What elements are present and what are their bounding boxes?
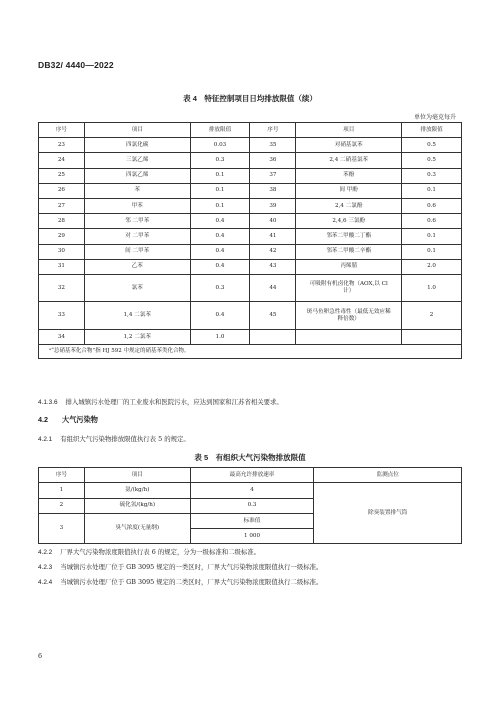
table-row: [39, 274, 462, 302]
table4-cell: 2,4 二氯酚: [296, 198, 402, 213]
table4-cell: [250, 329, 296, 344]
table-row: [39, 259, 462, 274]
table4-cell: 0.6: [402, 198, 462, 213]
table4-cell: 2.0: [402, 259, 462, 274]
clause-number: 4.2.4: [38, 579, 53, 586]
table4-cell: 0.1: [190, 168, 250, 183]
table4-cell: 36: [250, 153, 296, 168]
table5-title: 表 5 有组织大气污染物排放限值: [194, 453, 306, 462]
table4-cell: 0.4: [190, 244, 250, 259]
table-row: [39, 302, 462, 330]
table4-cell: 四氯化碳: [84, 138, 190, 153]
table4-cell: 30: [39, 244, 85, 259]
table4-cell: 33: [39, 302, 85, 330]
table4-cell: 0.3: [190, 274, 250, 302]
table4-cell: 邻 二甲苯: [84, 214, 190, 229]
table4-cell: 28: [39, 214, 85, 229]
table4-cell: 0.1: [190, 183, 250, 198]
table4-cell: 31: [39, 259, 85, 274]
table4-cell: 42: [250, 244, 296, 259]
clause-text: 排入城镇污水处理厂的工业废水和医院污水，应达到国家和江苏省相关要求。: [65, 398, 283, 406]
table4-cell: 0.5: [402, 153, 462, 168]
page-number: 6: [38, 652, 43, 660]
table4-cell: 三氯乙烯: [84, 153, 190, 168]
table4-cell: 邻苯二甲酸二丁酯: [296, 229, 402, 244]
table-row: [39, 138, 462, 153]
table4-cell: 38: [250, 183, 296, 198]
section-title: 大气污染物: [62, 415, 98, 424]
table5-cell-item: 硫化氢/(kg/h): [84, 498, 190, 513]
table4-cell: 0.3: [402, 168, 462, 183]
table4-cell: 35: [250, 138, 296, 153]
table4-header-cell: 排放限值: [402, 123, 462, 138]
table4-cell: 40: [250, 214, 296, 229]
table4-note-row: [39, 345, 462, 359]
clause-4-2-2: [38, 547, 260, 556]
table4-cell: 0.1: [190, 198, 250, 213]
table4-cell: 斑马鱼卵急性毒性（最低无效应稀释倍数）: [296, 302, 402, 330]
table4-cell: 0.4: [190, 302, 250, 330]
table4-cell: 0.1: [402, 229, 462, 244]
table4-cell: 0.4: [190, 214, 250, 229]
section-number: 4.2: [38, 415, 48, 424]
table4-cell: [402, 329, 462, 344]
table-row: [39, 198, 462, 213]
table4-header-cell: 序号: [250, 123, 296, 138]
table4-cell: 32: [39, 274, 85, 302]
table4-cell: 34: [39, 329, 85, 344]
table5-header-cell: 监测点位: [314, 468, 462, 483]
table4-cell: 1,4 二氯苯: [84, 302, 190, 330]
table5-header-cell: 最高允许排放速率: [190, 468, 314, 483]
table4-cell: 丙烯腈: [296, 259, 402, 274]
table5-cell-value: 0.3: [190, 498, 314, 513]
table4-cell: 0.5: [402, 138, 462, 153]
table4-cell: 45: [250, 302, 296, 330]
table4-cell: 0.4: [190, 259, 250, 274]
table4-cell: 可吸附有机卤化物（AOX,以 Cl 计）: [296, 274, 402, 302]
table-row: [39, 168, 462, 183]
table4-cell: 0.03: [190, 138, 250, 153]
table4-cell: 25: [39, 168, 85, 183]
table5-header-cell: 序号: [39, 468, 85, 483]
table4-cell: 24: [39, 153, 85, 168]
table5-cell-item: 氨/(kg/h): [84, 483, 190, 498]
table-row: [39, 244, 462, 259]
table5-monitor-point: 除臭装置排气筒: [314, 483, 462, 544]
table4-cell: 间 甲酚: [296, 183, 402, 198]
table4-cell: 2,4 二硝基氯苯: [296, 153, 402, 168]
table4-cell: 29: [39, 229, 85, 244]
table4-cell: 41: [250, 229, 296, 244]
clause-4-2-3: [38, 562, 322, 571]
clause-text: 当城镇污水处理厂位于 GB 3095 规定的二类区时，厂界大气污染物浓度限值执行二级标准。: [60, 578, 323, 586]
table4-header-cell: 排放限值: [190, 123, 250, 138]
table4-note: ᵃ“总硝基苯化合物”指 HJ 592 中规定的硝基苯类化合物。: [39, 345, 462, 359]
table4-cell: 1.0: [190, 329, 250, 344]
document-code: DB32/ 4440—2022: [38, 60, 114, 70]
table-row: [39, 329, 462, 344]
table-row: [39, 229, 462, 244]
table4-cell: 2: [402, 302, 462, 330]
clause-number: 4.2.3: [38, 564, 53, 571]
clause-text: 当城镇污水处理厂位于 GB 3095 规定的一类区时，厂界大气污染物浓度限值执行一级标准。: [60, 563, 323, 571]
table4-cell: 邻苯二甲酸二辛酯: [296, 244, 402, 259]
clause-4-1-3-6: [38, 397, 283, 406]
table-row: [39, 214, 462, 229]
table4-cell: 0.3: [190, 153, 250, 168]
table4-cell: 四氯乙烯: [84, 168, 190, 183]
section-heading-4-2: [38, 415, 98, 425]
table4-cell: 氯苯: [84, 274, 190, 302]
table4-cell: 苯: [84, 183, 190, 198]
table4-unit: 单位为毫克每升: [413, 114, 456, 121]
table4-cell: 27: [39, 198, 85, 213]
table4: [38, 122, 462, 359]
table-row: [39, 183, 462, 198]
clause-4-2-4: [38, 577, 322, 586]
clause-4-2-1: [38, 434, 190, 443]
table5-header-cell: 项目: [84, 468, 190, 483]
clause-number: 4.2.2: [38, 549, 53, 556]
table5-cell-num: 2: [39, 498, 85, 513]
table4-cell: 23: [39, 138, 85, 153]
table4-header-cell: 项目: [84, 123, 190, 138]
clause-number: 4.1.3.6: [38, 399, 58, 406]
clause-text: 有组织大气污染物排放限值执行表 5 的规定。: [60, 435, 190, 443]
table4-cell: 0.1: [402, 183, 462, 198]
table4-cell: 0.1: [402, 244, 462, 259]
table4-cell: 2,4,6 三氯酚: [296, 214, 402, 229]
table4-cell: 1.0: [402, 274, 462, 302]
table4-cell: 对 二甲苯: [84, 229, 190, 244]
table5-header-row: [39, 468, 462, 483]
table4-cell: 0.6: [402, 214, 462, 229]
table4-cell: 对硝基氯苯: [296, 138, 402, 153]
table4-cell: 37: [250, 168, 296, 183]
table5-cell-num: 1: [39, 483, 85, 498]
table4-cell: 44: [250, 274, 296, 302]
table4-cell: 苯酚: [296, 168, 402, 183]
table5-cell-item: 臭气浓度(无量纲): [84, 513, 190, 544]
table4-cell: 乙苯: [84, 259, 190, 274]
table5-cell-value: 1 000: [190, 529, 314, 544]
table4-cell: 39: [250, 198, 296, 213]
table5-cell-value: 4: [190, 483, 314, 498]
table4-cell: 1,2 二氯苯: [84, 329, 190, 344]
table4-header-cell: 项目: [296, 123, 402, 138]
table4-cell: [296, 329, 402, 344]
table5: [38, 467, 462, 544]
table5-cell-value-label: 标准值: [190, 513, 314, 528]
clause-number: 4.2.1: [38, 436, 53, 443]
table4-cell: 26: [39, 183, 85, 198]
table-row: [39, 153, 462, 168]
table4-header-row: [39, 123, 462, 138]
table4-header-cell: 序号: [39, 123, 85, 138]
table-row: [39, 483, 462, 498]
table4-cell: 0.4: [190, 229, 250, 244]
table4-title: 表 4 特征控制项目日均排放限值（续）: [183, 94, 317, 103]
table5-cell-num: 3: [39, 513, 85, 544]
table4-cell: 甲苯: [84, 198, 190, 213]
clause-text: 厂界大气污染物浓度限值执行表 6 的规定，分为一级标准和二级标准。: [60, 548, 261, 556]
table4-cell: 43: [250, 259, 296, 274]
table4-cell: 间 二甲苯: [84, 244, 190, 259]
